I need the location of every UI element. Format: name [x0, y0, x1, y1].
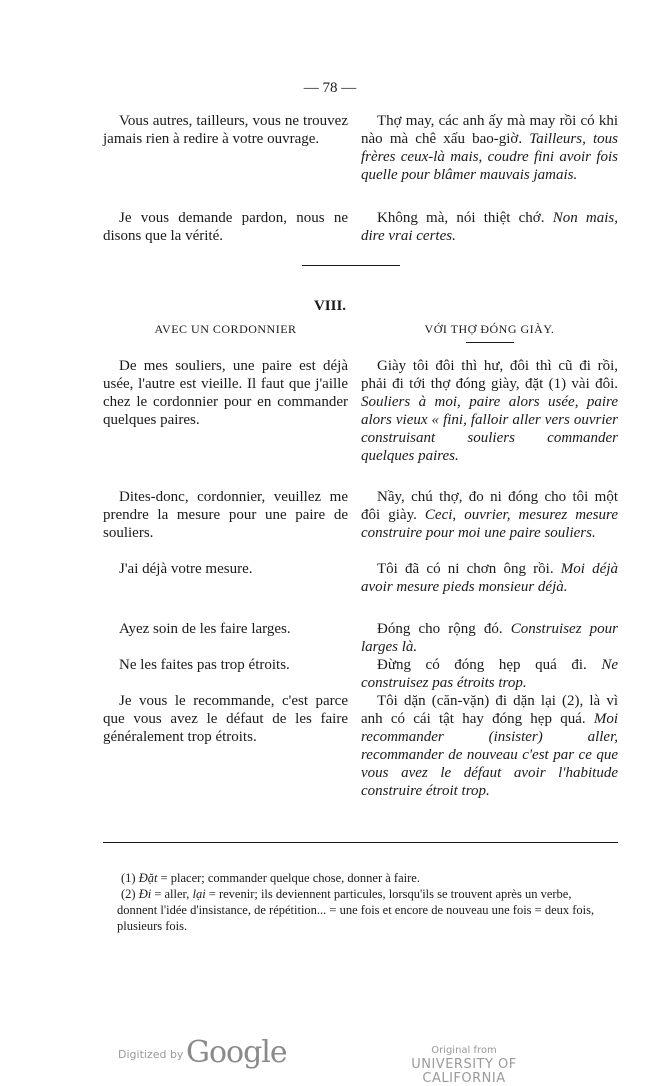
dialogue-french-3: J'ai déjà votre mesure. [119, 561, 253, 577]
page-number: — 78 — [303, 80, 357, 96]
original-from-label: Original from [431, 1045, 497, 1056]
dialogue-vietnamese-5: Đừng có đóng hẹp quá đi. Ne construisez pas étroits trop. [361, 657, 618, 691]
footnote-divider [103, 842, 618, 843]
section-number: VIII. [313, 298, 347, 314]
digitized-by-label: Digitized by [118, 1048, 184, 1061]
vietnamese-paragraph-pardon [361, 209, 618, 245]
vietnamese-section-heading: VỚI THỢ ĐÓNG GIÀY. [424, 322, 555, 336]
dialogue-french-4: Ayez soin de les faire larges. [119, 621, 291, 637]
google-logo: Google [186, 1035, 287, 1070]
dialogue-vietnamese-1: Giày tôi đôi thì hư, đôi thì cũ đi rồi, phải đi tới thợ đóng giày, đặt (1) vài đôi. Souliers à moi, paire alors usée, paire alors vieux « fini, falloir aller vers ouvrier construisant souliers commander quelques paires. [361, 358, 618, 464]
french-paragraph-tailleurs [103, 112, 348, 148]
original-from-block [374, 1044, 554, 1086]
section-divider [302, 265, 400, 266]
french-text: Je vous demande pardon, nous ne disons que la vérité. [103, 210, 348, 244]
dialogue-french-6: Je vous le recommande, c'est parce que vous avez le défaut de les faire généralement trop étroits. [103, 693, 348, 745]
french-text: Vous autres, tailleurs, vous ne trouvez jamais rien à redire à votre ouvrage. [103, 113, 348, 147]
literal-translation: Tailleurs, tous frères ceux-là mais, coudre fini avoir fois quelle pour blâmer mauvais jamais. [361, 131, 618, 183]
literal-translation: Non mais, dire vrai certes. [361, 210, 619, 244]
french-section-heading: AVEC UN CORDONNIER [154, 322, 297, 336]
heading-underline [466, 342, 514, 343]
dialogue-french-2: Dites-donc, cordonnier, veuillez me prendre la mesure pour une paire de souliers. [103, 489, 348, 541]
dialogue-vietnamese-3: Tôi đã có ni chơn ông rồi. Moi déjà avoir mesure pieds monsieur déjà. [361, 561, 618, 595]
vietnamese-text: Không mà, nói thiệt chớ. [377, 210, 545, 226]
footnote-1: (1) Đặt = placer; commander quelque chose, donner à faire. [121, 871, 420, 885]
dialogue-vietnamese-6: Tôi dặn (căn-vặn) đi dặn lại (2), là vì anh có cái tật hay đóng hẹp quá. Moi recommander (insister) aller, recommander de nouveau c'est par ce que vous avez le défaut avoir l'habitude construire étroit trop. [361, 693, 619, 799]
french-paragraph-pardon [103, 209, 348, 245]
dialogue-french-5: Ne les faites pas trop étroits. [119, 657, 290, 673]
dialogue-vietnamese-2: Nầy, chú thợ, đo ni đóng cho tôi một đôi giày. Ceci, ouvrier, mesurez mesure construire pour moi une paire souliers. [361, 489, 618, 541]
dialogue-vietnamese-4: Đóng cho rộng đó. Construisez pour larges là. [361, 621, 619, 655]
dialogue-french-1: De mes souliers, une paire est déjà usée, l'autre est vieille. Il faut que j'aille chez le cordonnier pour en commander quelques paires. [103, 358, 348, 428]
vietnamese-paragraph-tailleurs [361, 112, 618, 184]
vietnamese-text: Thợ may, các anh ấy mà may rồi có khi nào mà chê xấu bao-giờ. [361, 113, 618, 147]
footnotes [117, 870, 613, 934]
institution-name: UNIVERSITY OF CALIFORNIA [411, 1057, 517, 1086]
footnote-2: (2) Đi = aller, lại = revenir; ils deviennent particules, lorsqu'ils se trouvent après un verbe, donnent l'idée d'insistance, de répétition... = une fois et encore de nouveau une fois = deux fois, plusieurs fois. [117, 887, 595, 933]
